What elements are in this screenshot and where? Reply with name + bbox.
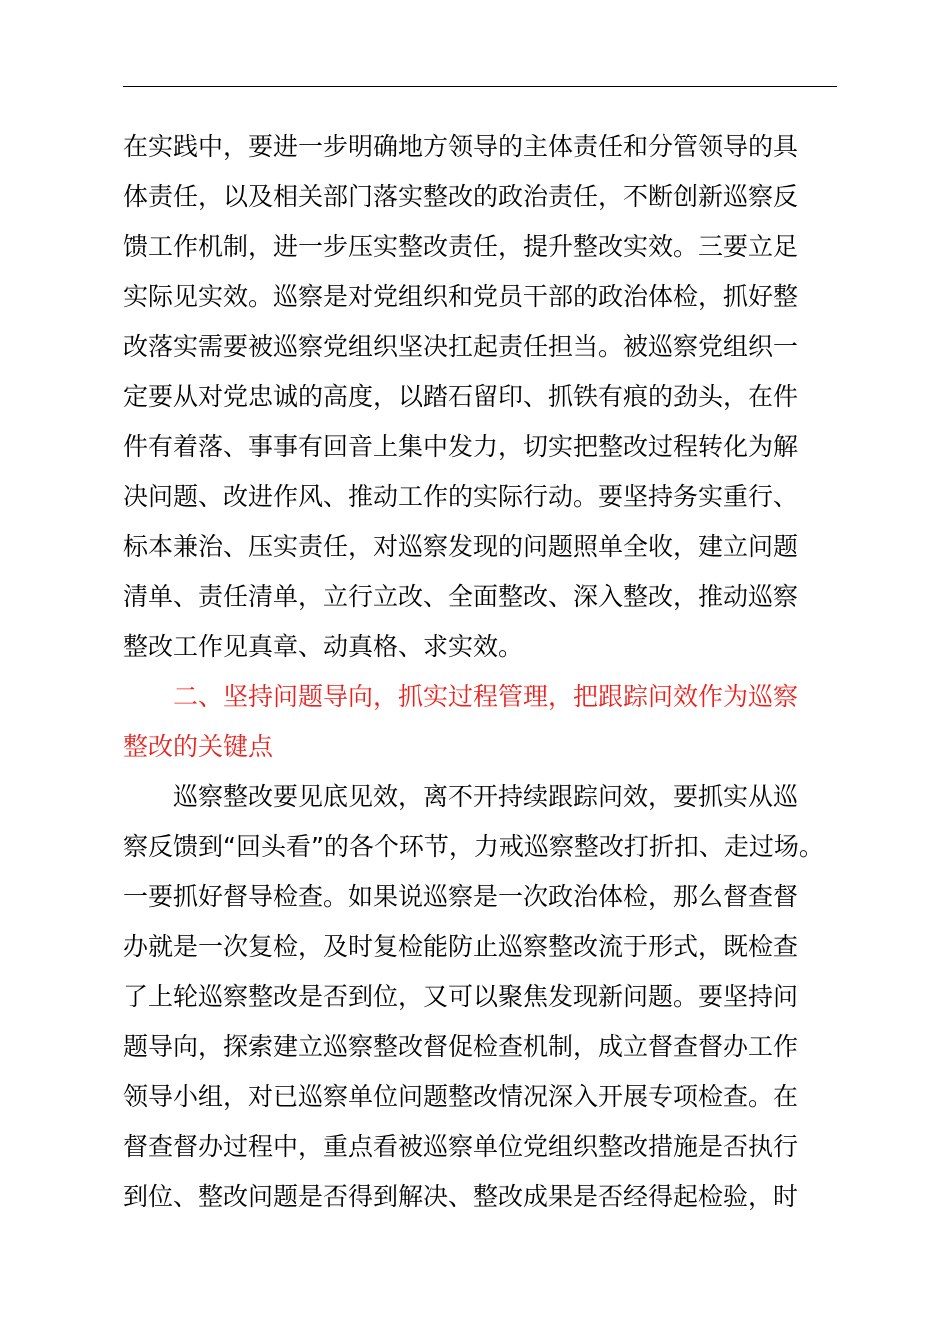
header-rule bbox=[123, 86, 837, 87]
paragraph-line: 体责任，以及相关部门落实整改的政治责任，不断创新巡察反 bbox=[123, 182, 799, 211]
paragraph-line: 标本兼治、压实责任，对巡察发现的问题照单全收，建立问题 bbox=[123, 532, 799, 561]
paragraph-line: 实际见实效。巡察是对党组织和党员干部的政治体检，抓好整 bbox=[123, 282, 799, 311]
paragraph-line: 题导向，探索建立巡察整改督促检查机制，成立督查督办工作 bbox=[123, 1032, 799, 1061]
paragraph-line: 巡察整改要见底见效，离不开持续跟踪问效，要抓实从巡 bbox=[173, 782, 799, 811]
paragraph-line: 一要抓好督导检查。如果说巡察是一次政治体检，那么督查督 bbox=[123, 882, 799, 911]
paragraph-line: 改落实需要被巡察党组织坚决扛起责任担当。被巡察党组织一 bbox=[123, 332, 799, 361]
heading-line: 二、坚持问题导向，抓实过程管理，把跟踪问效作为巡察 bbox=[173, 682, 799, 711]
paragraph-line: 察反馈到“回头看”的各个环节，力戒巡察整改打折扣、走过场。 bbox=[123, 832, 824, 861]
paragraph-line: 督查督办过程中，重点看被巡察单位党组织整改措施是否执行 bbox=[123, 1132, 799, 1161]
section-heading-2 bbox=[123, 672, 839, 772]
paragraph-line: 馈工作机制，进一步压实整改责任，提升整改实效。三要立足 bbox=[123, 232, 799, 261]
paragraph-line: 领导小组，对已巡察单位问题整改情况深入开展专项检查。在 bbox=[123, 1082, 799, 1111]
heading-line: 整改的关键点 bbox=[123, 732, 274, 761]
paragraph-line: 在实践中，要进一步明确地方领导的主体责任和分管领导的具 bbox=[123, 132, 799, 161]
paragraph-1 bbox=[123, 122, 839, 672]
document-body bbox=[123, 122, 839, 1222]
paragraph-line: 到位、整改问题是否得到解决、整改成果是否经得起检验，时 bbox=[123, 1182, 799, 1211]
paragraph-line: 决问题、改进作风、推动工作的实际行动。要坚持务实重行、 bbox=[123, 482, 799, 511]
paragraph-line: 定要从对党忠诚的高度，以踏石留印、抓铁有痕的劲头，在件 bbox=[123, 382, 799, 411]
paragraph-line: 办就是一次复检，及时复检能防止巡察整改流于形式，既检查 bbox=[123, 932, 799, 961]
paragraph-line: 整改工作见真章、动真格、求实效。 bbox=[123, 632, 524, 661]
paragraph-line: 件有着落、事事有回音上集中发力，切实把整改过程转化为解 bbox=[123, 432, 799, 461]
paragraph-line: 了上轮巡察整改是否到位，又可以聚焦发现新问题。要坚持问 bbox=[123, 982, 799, 1011]
paragraph-line: 清单、责任清单，立行立改、全面整改、深入整改，推动巡察 bbox=[123, 582, 799, 611]
paragraph-2 bbox=[123, 772, 839, 1222]
